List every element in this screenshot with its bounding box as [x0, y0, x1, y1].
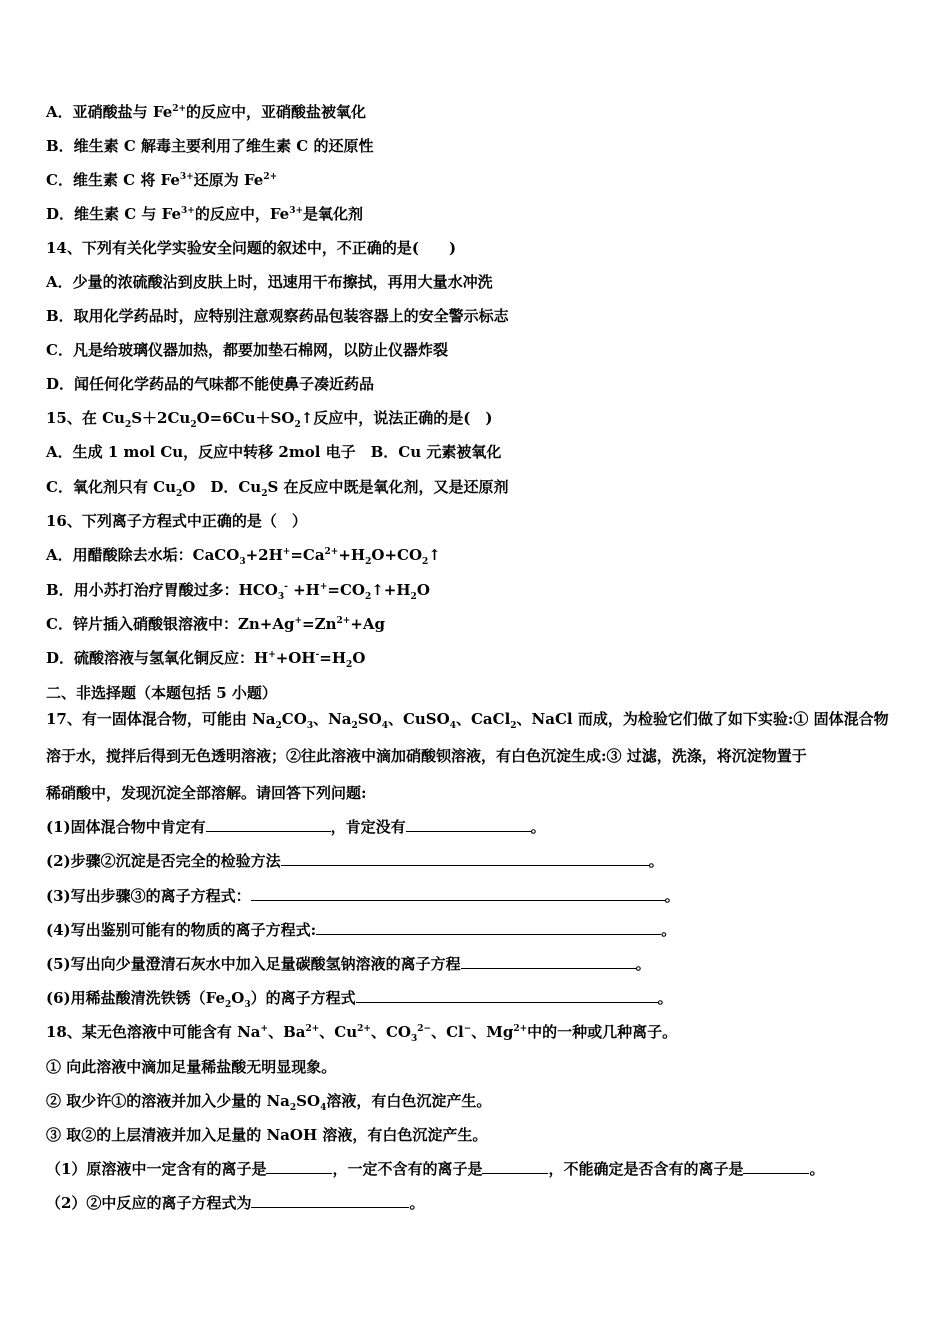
- q15-stem: 15、在 $Cu_2S+2Cu_2O=6Cu+SO_2↑$反应中，说法正确的是( ): [46, 409, 493, 430]
- q17-part1: (1)固体混合物中肯定有 ，肯定没有 。: [46, 818, 546, 836]
- answer-blank[interactable]: [281, 851, 649, 866]
- q13-option-b: B．维生素 C 解毒主要利用了维生素 C 的还原性: [46, 137, 374, 155]
- q18-part2: （2）②中反应的离子方程式为 。: [46, 1194, 425, 1212]
- q18-stem: 18、某无色溶液中可能含有 Na+、$Ba^{2+}$、$Cu^{2+}$、$CO_3^{2-}$、Cl−、$Mg^{2+}$中的一种或几种离子。: [46, 1023, 678, 1044]
- q13-option-a: A．亚硝酸盐与 $Fe^{2+}$的反应中，亚硝酸盐被氧化: [46, 103, 367, 121]
- q14-stem: 14、下列有关化学实验安全问题的叙述中，不正确的是( ): [46, 239, 457, 257]
- answer-blank[interactable]: [266, 1159, 332, 1174]
- q14-option-d: D．闻任何化学药品的气味都不能使鼻子凑近药品: [46, 375, 375, 393]
- q17-stem-line1: 17、有一固体混合物，可能由 $Na_2CO_3$、$Na_2SO_4$、CuSO$_4$、CaCl$_2$、NaCl 而成，为检验它们做了如下实验:① 固体混合物: [46, 710, 889, 731]
- q17-part4: (4)写出鉴别可能有的物质的离子方程式: 。: [46, 921, 677, 939]
- answer-blank[interactable]: [356, 988, 658, 1003]
- q17-part2: (2)步骤②沉淀是否完全的检验方法 。: [46, 852, 664, 870]
- q17-stem-line2: 溶于水，搅拌后得到无色透明溶液；②往此溶液中滴加硝酸钡溶液，有白色沉淀生成:③ 过滤，洗涤，将沉淀物置于: [46, 747, 807, 765]
- section-heading: 二、非选择题（本题包括 5 小题）: [46, 684, 277, 702]
- q17-stem-line3: 稀硝酸中，发现沉淀全部溶解。请回答下列问题:: [46, 784, 367, 802]
- q14-option-a: A．少量的浓硫酸沾到皮肤上时，迅速用干布擦拭，再用大量水冲洗: [46, 273, 493, 291]
- q16-option-a: A．用醋酸除去水垢：$CaCO_3+2H^+=Ca^{2+}+H_2O+CO_2↑$: [46, 546, 441, 567]
- q18-step3: ③ 取②的上层清液并加入足量的 NaOH 溶液，有白色沉淀产生。: [46, 1126, 488, 1144]
- answer-blank[interactable]: [461, 954, 636, 969]
- q18-part1: （1）原溶液中一定含有的离子是 ，一定不含有的离子是 ，不能确定是否含有的离子是 。: [46, 1160, 825, 1178]
- q16-stem: 16、下列离子方程式中正确的是（ ）: [46, 512, 307, 530]
- q17-part3: (3)写出步骤③的离子方程式： 。: [46, 887, 680, 905]
- q15-options-ab: A．生成 1 mol Cu，反应中转移 2mol 电子 B．Cu 元素被氧化: [46, 443, 502, 461]
- q17-part5: (5)写出向少量澄清石灰水中加入足量碳酸氢钠溶液的离子方程 。: [46, 955, 651, 973]
- q16-option-b: B．用小苏打治疗胃酸过多：$HCO_3^-$ $+H^+=CO_2↑+H_2O$: [46, 581, 430, 602]
- q14-option-b: B．取用化学药品时，应特别注意观察药品包装容器上的安全警示标志: [46, 307, 509, 325]
- q13-option-d: D．维生素 C 与 $Fe^{3+}$的反应中，$Fe^{3+}$是氧化剂: [46, 205, 364, 223]
- q16-option-d: D．硫酸溶液与氢氧化铜反应：$H^++OH^-=H_2O$: [46, 649, 366, 670]
- answer-blank[interactable]: [482, 1159, 548, 1174]
- q17-part6: (6)用稀盐酸清洗铁锈$(Fe_2O_3)$的离子方程式 。: [46, 989, 673, 1010]
- q14-option-c: C．凡是给玻璃仪器加热，都要加垫石棉网，以防止仪器炸裂: [46, 341, 448, 359]
- q13-option-c: C．维生素 C 将 $Fe^{3+}$还原为 $Fe^{2+}$: [46, 171, 278, 189]
- q16-option-c: C．锌片插入硝酸银溶液中：$Zn+Ag^+=Zn^{2+}+Ag$: [46, 615, 385, 633]
- answer-blank[interactable]: [316, 920, 661, 935]
- q15-options-cd: C．氧化剂只有 $Cu_2O$ D．$Cu_2S$ 在反应中既是氧化剂，又是还原剂: [46, 478, 509, 499]
- answer-blank[interactable]: [251, 1193, 409, 1208]
- answer-blank[interactable]: [743, 1159, 809, 1174]
- answer-blank[interactable]: [206, 817, 331, 832]
- answer-blank[interactable]: [251, 886, 665, 901]
- q18-step2: ② 取少许①的溶液并加入少量的 $Na_2SO_4$溶液，有白色沉淀产生。: [46, 1092, 492, 1113]
- q18-step1: ① 向此溶液中滴加足量稀盐酸无明显现象。: [46, 1058, 337, 1076]
- answer-blank[interactable]: [406, 817, 531, 832]
